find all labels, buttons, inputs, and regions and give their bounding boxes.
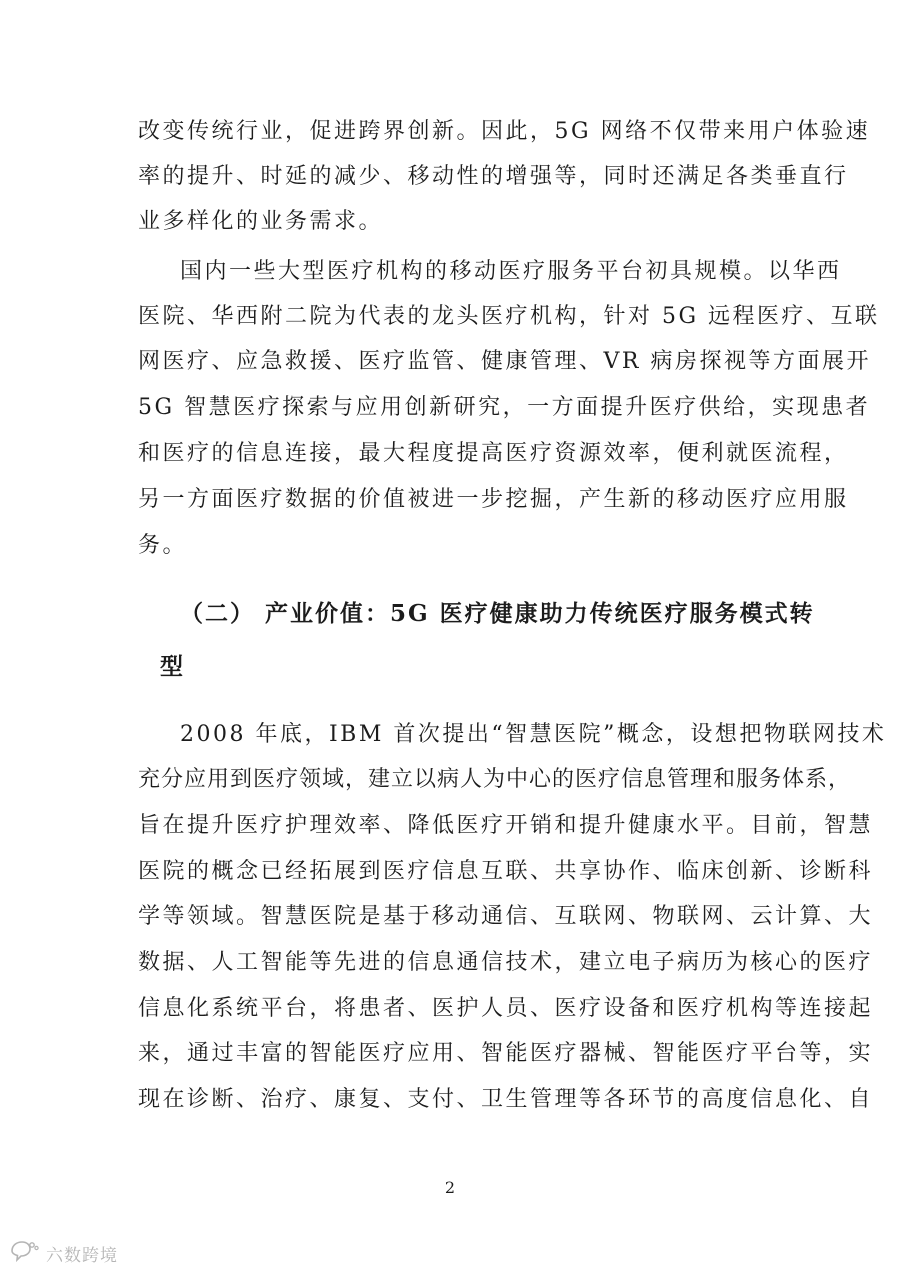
paragraph-1-line-3: 业多样化的业务需求。	[138, 209, 384, 234]
paragraph-1-line-2: 率的提升、时延的减少、移动性的增强等，同时还满足各类垂直行	[138, 164, 849, 189]
paragraph-2-line-6: 另一方面医疗数据的价值被进一步挖掘，产生新的移动医疗应用服	[138, 487, 849, 512]
paragraph-2-line-5: 和医疗的信息连接，最大程度提高医疗资源效率，便利就医流程，	[138, 441, 849, 466]
paragraph-1-line-1: 改变传统行业，促进跨界创新。因此，5G 网络不仅带来用户体验速	[138, 119, 871, 144]
paragraph-2-line-7: 务。	[138, 533, 188, 558]
section-heading-line-2: 型	[160, 653, 183, 680]
speech-bubble-logo-icon	[8, 1239, 40, 1267]
paragraph-3-line-6: 数据、人工智能等先进的信息通信技术，建立电子病历为核心的医疗	[138, 950, 874, 975]
paragraph-3-line-5: 学等领域。智慧医院是基于移动通信、互联网、物联网、云计算、大	[138, 904, 874, 929]
paragraph-2-line-2: 医院、华西附二院为代表的龙头医疗机构，针对 5G 远程医疗、互联	[138, 304, 880, 329]
paragraph-2-line-3: 网医疗、应急救援、医疗监管、健康管理、VR 病房探视等方面展开	[138, 349, 871, 374]
paragraph-3-line-4: 医院的概念已经拓展到医疗信息互联、共享协作、临床创新、诊断科	[138, 859, 874, 884]
page-number: 2	[444, 1178, 456, 1197]
paragraph-3-line-8: 来，通过丰富的智能医疗应用、智能医疗器械、智能医疗平台等，实	[138, 1041, 874, 1066]
watermark-text: 六数跨境	[46, 1245, 118, 1266]
section-heading-line-1: （二） 产业价值：5G 医疗健康助力传统医疗服务模式转	[180, 600, 815, 627]
watermark	[8, 1238, 118, 1268]
paragraph-2-line-1: 国内一些大型医疗机构的移动医疗服务平台初具规模。以华西	[180, 259, 842, 284]
paragraph-3-line-7: 信息化系统平台，将患者、医护人员、医疗设备和医疗机构等连接起	[138, 996, 874, 1021]
paragraph-3-line-9: 现在诊断、治疗、康复、支付、卫生管理等各环节的高度信息化、自	[138, 1087, 874, 1112]
paragraph-2-line-4: 5G 智慧医疗探索与应用创新研究，一方面提升医疗供给，实现患者	[138, 395, 871, 420]
paragraph-3-line-1: 2008 年底，IBM 首次提出“智慧医院”概念，设想把物联网技术	[180, 722, 887, 747]
paragraph-3-line-2: 充分应用到医疗领域，建立以病人为中心的医疗信息管理和服务体系，	[138, 767, 852, 792]
paragraph-3-line-3: 旨在提升医疗护理效率、降低医疗开销和提升健康水平。目前，智慧	[138, 813, 874, 838]
